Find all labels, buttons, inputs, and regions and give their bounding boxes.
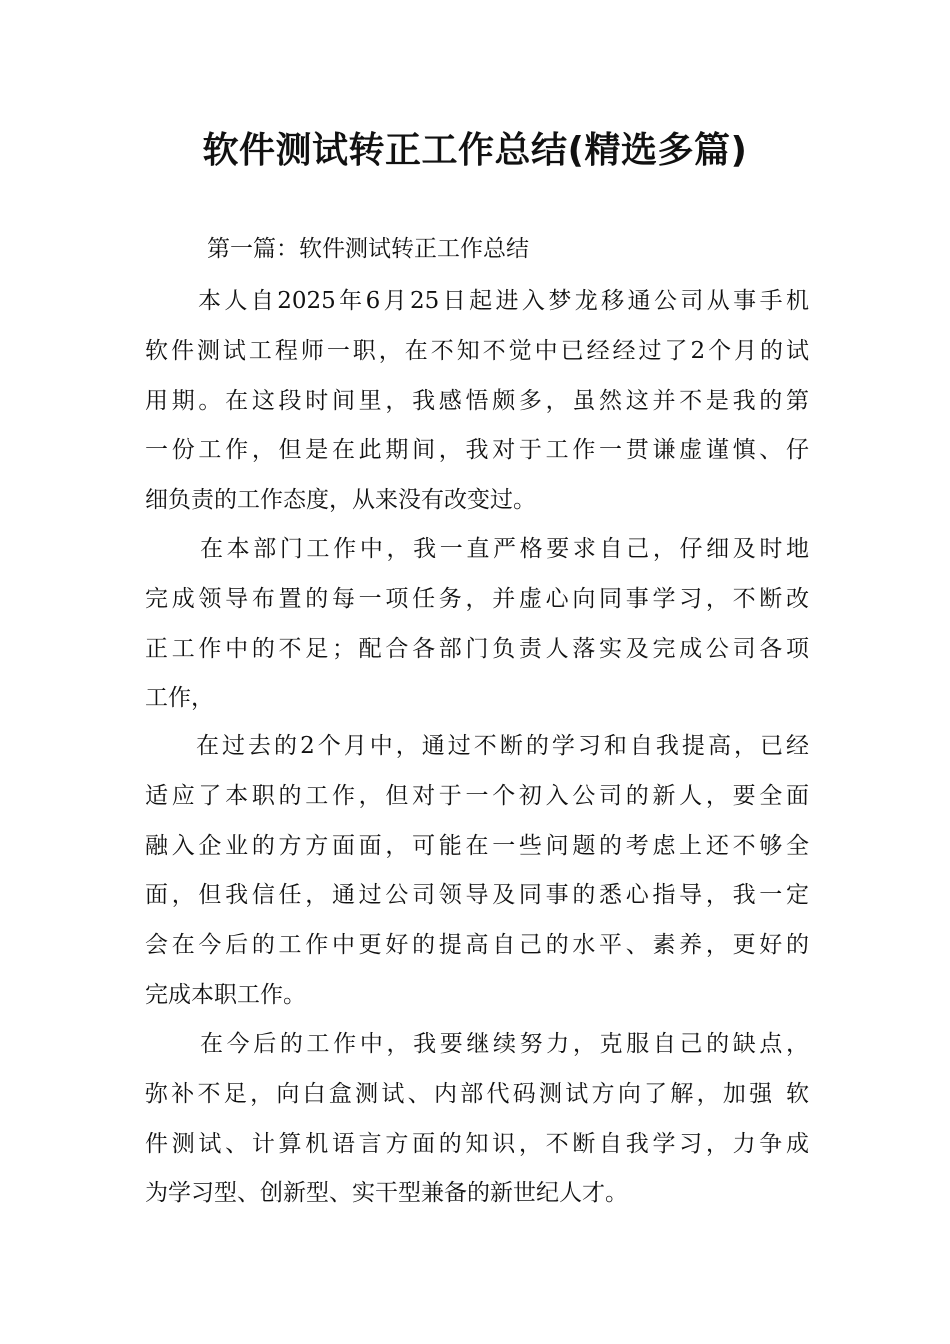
paragraph-line: 件测试、计算机语言方面的知识，不断自我学习，力争成 bbox=[145, 1130, 809, 1157]
paragraph-line: 一份工作，但是在此期间，我对于工作一贯谦虚谨慎、仔 bbox=[145, 437, 809, 464]
paragraph-line: 为学习型、创新型、实干型兼备的新世纪人才。 bbox=[145, 1180, 628, 1207]
paragraph-2 bbox=[145, 525, 809, 724]
paragraph-line: 用期。在这段时间里，我感悟颇多，虽然这并不是我的第 bbox=[145, 387, 809, 414]
paragraph-line: 适应了本职的工作，但对于一个初入公司的新人，要全面 bbox=[145, 782, 809, 809]
paragraph-line: 细负责的工作态度，从来没有改变过。 bbox=[145, 487, 536, 514]
paragraph-3 bbox=[145, 722, 809, 1021]
paragraph-line: 软件测试工程师一职，在不知不觉中已经经过了2个月的试 bbox=[145, 337, 809, 364]
paragraph-line: 完成本职工作。 bbox=[145, 981, 306, 1008]
paragraph-line: 面，但我信任，通过公司领导及同事的悉心指导，我一定 bbox=[145, 882, 809, 909]
paragraph-line: 完成领导布置的每一项任务，并虚心向同事学习，不断改 bbox=[145, 585, 809, 612]
paragraph-line: 工作， bbox=[145, 685, 214, 712]
paragraph-1 bbox=[145, 277, 809, 526]
paragraph-line: 在过去的2个月中，通过不断的学习和自我提高，已经 bbox=[196, 733, 809, 759]
paragraph-line: 在今后的工作中，我要继续努力，克服自己的缺点， bbox=[200, 1031, 809, 1057]
paragraph-line: 在本部门工作中，我一直严格要求自己，仔细及时地 bbox=[200, 536, 809, 562]
paragraph-4 bbox=[145, 1020, 809, 1219]
paragraph-line: 本人自2025年6月25日起进入梦龙移通公司从事手机 bbox=[198, 288, 809, 314]
paragraph-line: 正工作中的不足；配合各部门负责人落实及完成公司各项 bbox=[145, 635, 809, 662]
paragraph-line: 会在今后的工作中更好的提高自己的水平、素养，更好的 bbox=[145, 932, 809, 959]
section-heading: 第一篇：软件测试转正工作总结 bbox=[207, 236, 529, 262]
document-title: 软件测试转正工作总结(精选多篇) bbox=[202, 130, 748, 171]
paragraph-line: 弥补不足，向白盒测试、内部代码测试方向了解，加强 软 bbox=[145, 1080, 809, 1107]
paragraph-line: 融入企业的方方面面，可能在一些问题的考虑上还不够全 bbox=[145, 832, 809, 859]
